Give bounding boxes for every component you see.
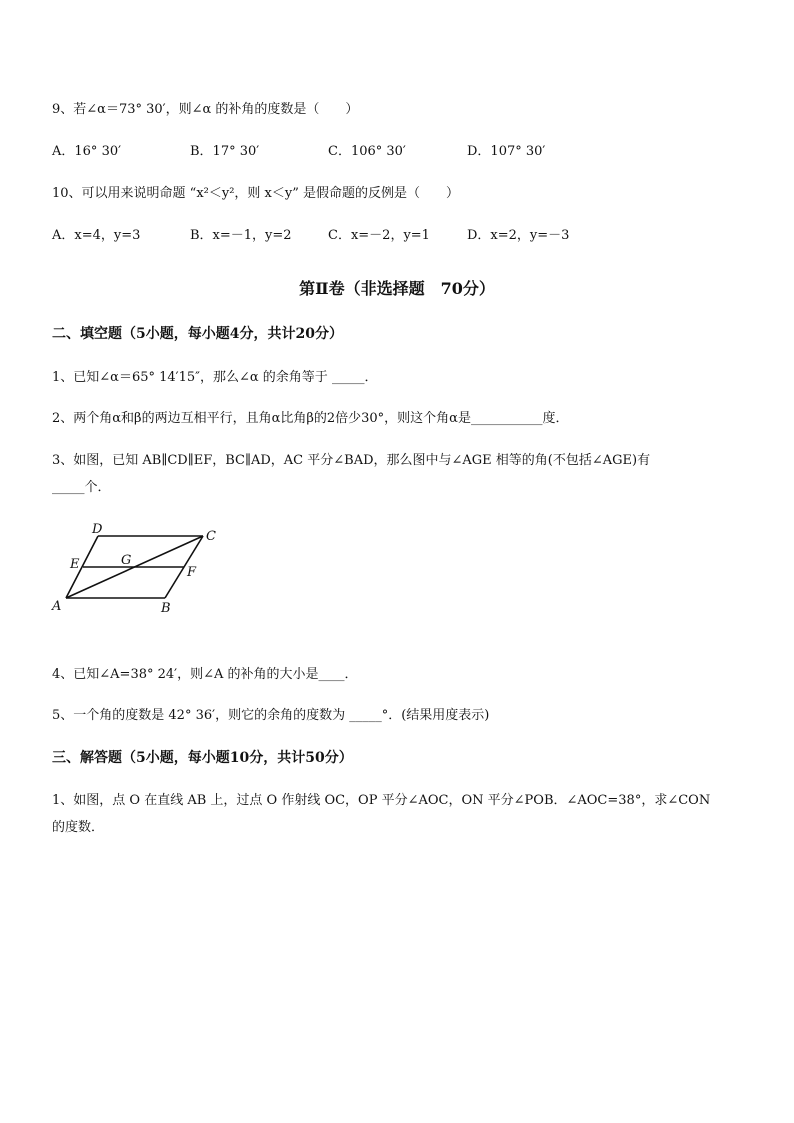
label-b: B bbox=[161, 601, 171, 616]
label-c: C bbox=[206, 529, 216, 544]
solve-section-header: 三、解答题（5小题，每小题10分，共计50分） bbox=[52, 750, 353, 766]
question-10-option-a: A．x=4，y=3 bbox=[52, 228, 141, 243]
question-9-option-b: B．17° 30′ bbox=[190, 144, 260, 159]
question-10-option-d: D．x=2，y=－3 bbox=[467, 228, 570, 243]
question-9-option-d: D．107° 30′ bbox=[467, 144, 546, 159]
label-f: F bbox=[187, 565, 197, 580]
label-g: G bbox=[121, 553, 132, 568]
label-e: E bbox=[70, 557, 80, 572]
question-9-option-c: C．106° 30′ bbox=[328, 144, 406, 159]
question-9-option-a: A．16° 30′ bbox=[52, 144, 122, 159]
fill-item-5: 5、一个角的度数是 42° 36′，则它的余角的度数为 _____°．(结果用度表示) bbox=[52, 708, 490, 723]
fill-item-1: 1、已知∠α＝65° 14′15″，那么∠α 的余角等于 _____． bbox=[52, 370, 378, 385]
part-2-title: 第Ⅱ卷（非选择题 70分） bbox=[299, 279, 495, 298]
fill-section-header: 二、填空题（5小题，每小题4分，共计20分） bbox=[52, 326, 343, 342]
question-10-option-b: B．x=－1，y=2 bbox=[190, 228, 292, 243]
solve-item-1-cont: 的度数． bbox=[52, 820, 105, 835]
fill-item-2: 2、两个角α和β的两边互相平行，且角α比角β的2倍少30°，则这个角α是___________度． bbox=[52, 411, 569, 426]
question-10-option-c: C．x=－2，y=1 bbox=[328, 228, 430, 243]
solve-item-1: 1、如图，点 O 在直线 AB 上，过点 O 作射线 OC，OP 平分∠AOC，ON 平分∠POB．∠AOC=38°，求∠CON bbox=[52, 793, 711, 808]
fill-item-3-cont: _____个． bbox=[52, 480, 111, 495]
label-d: D bbox=[92, 522, 103, 537]
label-a: A bbox=[52, 599, 62, 614]
parallelogram-figure bbox=[48, 520, 228, 620]
question-10-text: 10、可以用来说明命题 “x²＜y²，则 x＜y” 是假命题的反例是（ ） bbox=[52, 186, 460, 201]
question-9-text: 9、若∠α＝73° 30′，则∠α 的补角的度数是（ ） bbox=[52, 102, 359, 117]
fill-item-4: 4、已知∠A=38° 24′，则∠A 的补角的大小是____． bbox=[52, 667, 358, 682]
fill-item-3: 3、如图，已知 AB∥CD∥EF，BC∥AD，AC 平分∠BAD，那么图中与∠AGE 相等的角(不包括∠AGE)有 bbox=[52, 453, 651, 468]
